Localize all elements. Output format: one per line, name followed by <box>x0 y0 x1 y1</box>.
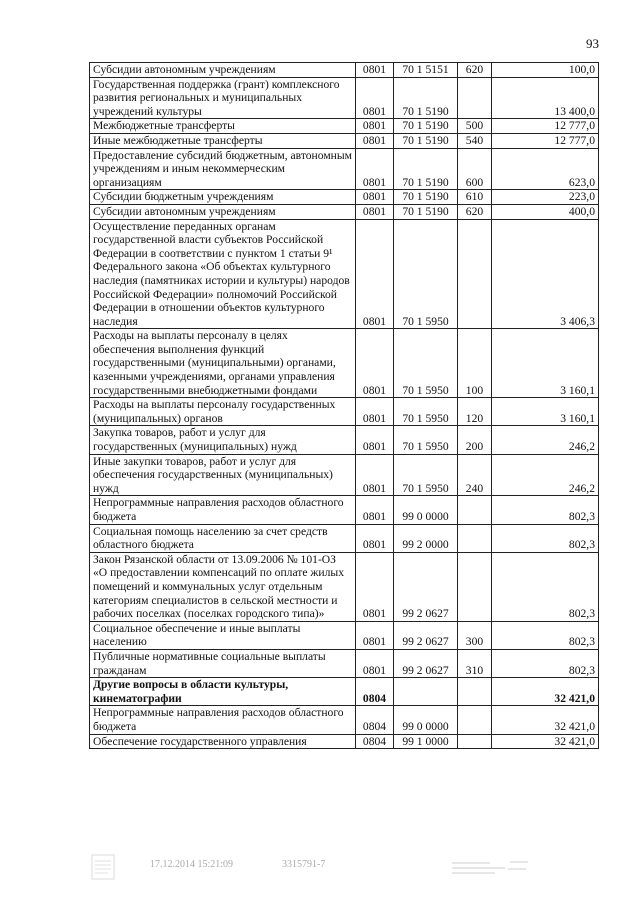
row-expense-type-cell: 200 <box>458 426 492 454</box>
footer-timestamp: 17.12.2014 15:21:09 <box>150 859 234 870</box>
row-expense-type-cell: 600 <box>458 148 492 190</box>
row-name-cell: Иные закупки товаров, работ и услуг для обеспечения государственных (муниципальных) нужд <box>90 454 356 496</box>
row-target-article-cell: 70 1 5190 <box>394 77 458 119</box>
row-expense-type-cell: 240 <box>458 454 492 496</box>
row-section-code-cell: 0801 <box>356 219 394 329</box>
row-section-code-cell: 0804 <box>356 706 394 734</box>
table-row <box>90 426 599 454</box>
row-name-cell: Непрограммные направления расходов областного бюджета <box>90 706 356 734</box>
table-row <box>90 329 599 398</box>
row-expense-type-cell: 120 <box>458 398 492 426</box>
row-section-code-cell: 0801 <box>356 454 394 496</box>
table-row <box>90 454 599 496</box>
row-section-code-cell: 0801 <box>356 649 394 677</box>
row-amount-cell: 802,3 <box>492 649 599 677</box>
row-target-article-cell: 99 0 0000 <box>394 706 458 734</box>
row-expense-type-cell <box>458 706 492 734</box>
table-row <box>90 190 599 205</box>
row-target-article-cell: 99 2 0627 <box>394 552 458 621</box>
watermark-icon <box>450 857 530 879</box>
row-target-article-cell: 70 1 5950 <box>394 219 458 329</box>
row-target-article-cell: 70 1 5190 <box>394 148 458 190</box>
row-target-article-cell: 99 0 0000 <box>394 496 458 524</box>
row-target-article-cell: 99 2 0000 <box>394 524 458 552</box>
table-row <box>90 119 599 134</box>
row-name-cell: Публичные нормативные социальные выплаты гражданам <box>90 649 356 677</box>
table-row <box>90 219 599 329</box>
row-section-code-cell: 0801 <box>356 329 394 398</box>
table-row <box>90 734 599 749</box>
row-name-cell: Субсидии автономным учреждениям <box>90 63 356 78</box>
table-row <box>90 63 599 78</box>
row-target-article-cell: 99 1 0000 <box>394 734 458 749</box>
row-amount-cell: 246,2 <box>492 454 599 496</box>
row-target-article-cell: 70 1 5950 <box>394 329 458 398</box>
row-section-code-cell: 0801 <box>356 148 394 190</box>
row-name-cell: Субсидии автономным учреждениям <box>90 204 356 219</box>
row-amount-cell: 32 421,0 <box>492 734 599 749</box>
table-row <box>90 204 599 219</box>
row-expense-type-cell <box>458 77 492 119</box>
row-expense-type-cell: 620 <box>458 204 492 219</box>
table-row <box>90 649 599 677</box>
row-name-cell: Осуществление переданных органам государственной власти субъектов Российской Федерации в соответствии с пунктом 1 статьи 9¹ Федерального закона «Об объектах культурного наследия (памятниках истории и культуры) народов Российской Федерации» полномочий Российской Федерации в отношении объектов культурного наследия <box>90 219 356 329</box>
table-row <box>90 133 599 148</box>
row-section-code-cell: 0801 <box>356 496 394 524</box>
row-amount-cell: 623,0 <box>492 148 599 190</box>
row-target-article-cell: 70 1 5950 <box>394 426 458 454</box>
row-amount-cell: 3 160,1 <box>492 329 599 398</box>
document-footer <box>90 853 550 883</box>
table-row <box>90 621 599 649</box>
row-amount-cell: 246,2 <box>492 426 599 454</box>
row-section-code-cell: 0801 <box>356 119 394 134</box>
row-amount-cell: 13 400,0 <box>492 77 599 119</box>
row-section-code-cell: 0801 <box>356 398 394 426</box>
table-row <box>90 496 599 524</box>
row-target-article-cell: 70 1 5151 <box>394 63 458 78</box>
row-name-cell: Расходы на выплаты персоналу в целях обеспечения выполнения функций государственными (муниципальными) органами, казенными учреждениями, органами управления государственными внебюджетными фондами <box>90 329 356 398</box>
row-section-code-cell: 0801 <box>356 204 394 219</box>
row-section-code-cell: 0801 <box>356 190 394 205</box>
row-section-code-cell: 0801 <box>356 552 394 621</box>
row-expense-type-cell <box>458 496 492 524</box>
row-name-cell: Социальное обеспечение и иные выплаты населению <box>90 621 356 649</box>
row-target-article-cell: 70 1 5190 <box>394 119 458 134</box>
row-amount-cell: 802,3 <box>492 621 599 649</box>
row-target-article-cell: 70 1 5190 <box>394 204 458 219</box>
budget-table <box>89 62 599 749</box>
row-amount-cell: 12 777,0 <box>492 133 599 148</box>
row-name-cell: Межбюджетные трансферты <box>90 119 356 134</box>
row-section-code-cell: 0801 <box>356 426 394 454</box>
row-section-code-cell: 0801 <box>356 524 394 552</box>
row-name-cell: Предоставление субсидий бюджетным, автономным учреждениям и иным некоммерческим организациям <box>90 148 356 190</box>
row-expense-type-cell: 100 <box>458 329 492 398</box>
row-amount-cell: 3 406,3 <box>492 219 599 329</box>
row-amount-cell: 32 421,0 <box>492 706 599 734</box>
row-section-code-cell: 0801 <box>356 77 394 119</box>
row-expense-type-cell: 540 <box>458 133 492 148</box>
row-name-cell: Государственная поддержка (грант) комплексного развития региональных и муниципальных учреждений культуры <box>90 77 356 119</box>
row-expense-type-cell: 620 <box>458 63 492 78</box>
row-amount-cell: 802,3 <box>492 496 599 524</box>
row-section-code-cell: 0801 <box>356 621 394 649</box>
budget-table-body <box>90 63 599 749</box>
row-section-code-cell: 0804 <box>356 734 394 749</box>
row-expense-type-cell: 300 <box>458 621 492 649</box>
row-section-code-cell: 0801 <box>356 133 394 148</box>
row-amount-cell: 100,0 <box>492 63 599 78</box>
row-name-cell: Расходы на выплаты персоналу государственных (муниципальных) органов <box>90 398 356 426</box>
row-name-cell: Социальная помощь населению за счет средств областного бюджета <box>90 524 356 552</box>
scan-stamp-icon <box>90 853 116 881</box>
row-amount-cell: 32 421,0 <box>492 678 599 706</box>
row-section-code-cell: 0801 <box>356 63 394 78</box>
row-section-code-cell: 0804 <box>356 678 394 706</box>
row-name-cell: Другие вопросы в области культуры, кинематографии <box>90 678 356 706</box>
row-expense-type-cell: 310 <box>458 649 492 677</box>
row-expense-type-cell <box>458 678 492 706</box>
row-amount-cell: 3 160,1 <box>492 398 599 426</box>
table-row <box>90 148 599 190</box>
row-target-article-cell: 99 2 0627 <box>394 621 458 649</box>
row-name-cell: Закупка товаров, работ и услуг для государственных (муниципальных) нужд <box>90 426 356 454</box>
page-number: 93 <box>586 36 599 51</box>
table-row <box>90 77 599 119</box>
row-amount-cell: 802,3 <box>492 524 599 552</box>
row-name-cell: Обеспечение государственного управления <box>90 734 356 749</box>
footer-document-code: 3315791-7 <box>282 859 326 870</box>
row-name-cell: Иные межбюджетные трансферты <box>90 133 356 148</box>
row-expense-type-cell: 500 <box>458 119 492 134</box>
table-row <box>90 678 599 706</box>
row-amount-cell: 400,0 <box>492 204 599 219</box>
table-row <box>90 524 599 552</box>
row-target-article-cell: 70 1 5950 <box>394 454 458 496</box>
row-expense-type-cell <box>458 552 492 621</box>
row-name-cell: Закон Рязанской области от 13.09.2006 № 101-ОЗ «О предоставлении компенсаций по оплате жилых помещений и коммунальных услуг отдельным категориям специалистов в сельской местности и рабочих поселках (поселках городского типа)» <box>90 552 356 621</box>
row-amount-cell: 223,0 <box>492 190 599 205</box>
row-expense-type-cell <box>458 524 492 552</box>
row-target-article-cell: 70 1 5190 <box>394 190 458 205</box>
row-amount-cell: 802,3 <box>492 552 599 621</box>
table-row <box>90 398 599 426</box>
row-expense-type-cell: 610 <box>458 190 492 205</box>
row-target-article-cell: 70 1 5950 <box>394 398 458 426</box>
row-amount-cell: 12 777,0 <box>492 119 599 134</box>
table-row <box>90 552 599 621</box>
row-target-article-cell: 70 1 5190 <box>394 133 458 148</box>
row-expense-type-cell <box>458 734 492 749</box>
table-row <box>90 706 599 734</box>
row-target-article-cell: 99 2 0627 <box>394 649 458 677</box>
row-target-article-cell <box>394 678 458 706</box>
row-name-cell: Субсидии бюджетным учреждениям <box>90 190 356 205</box>
row-name-cell: Непрограммные направления расходов областного бюджета <box>90 496 356 524</box>
row-expense-type-cell <box>458 219 492 329</box>
